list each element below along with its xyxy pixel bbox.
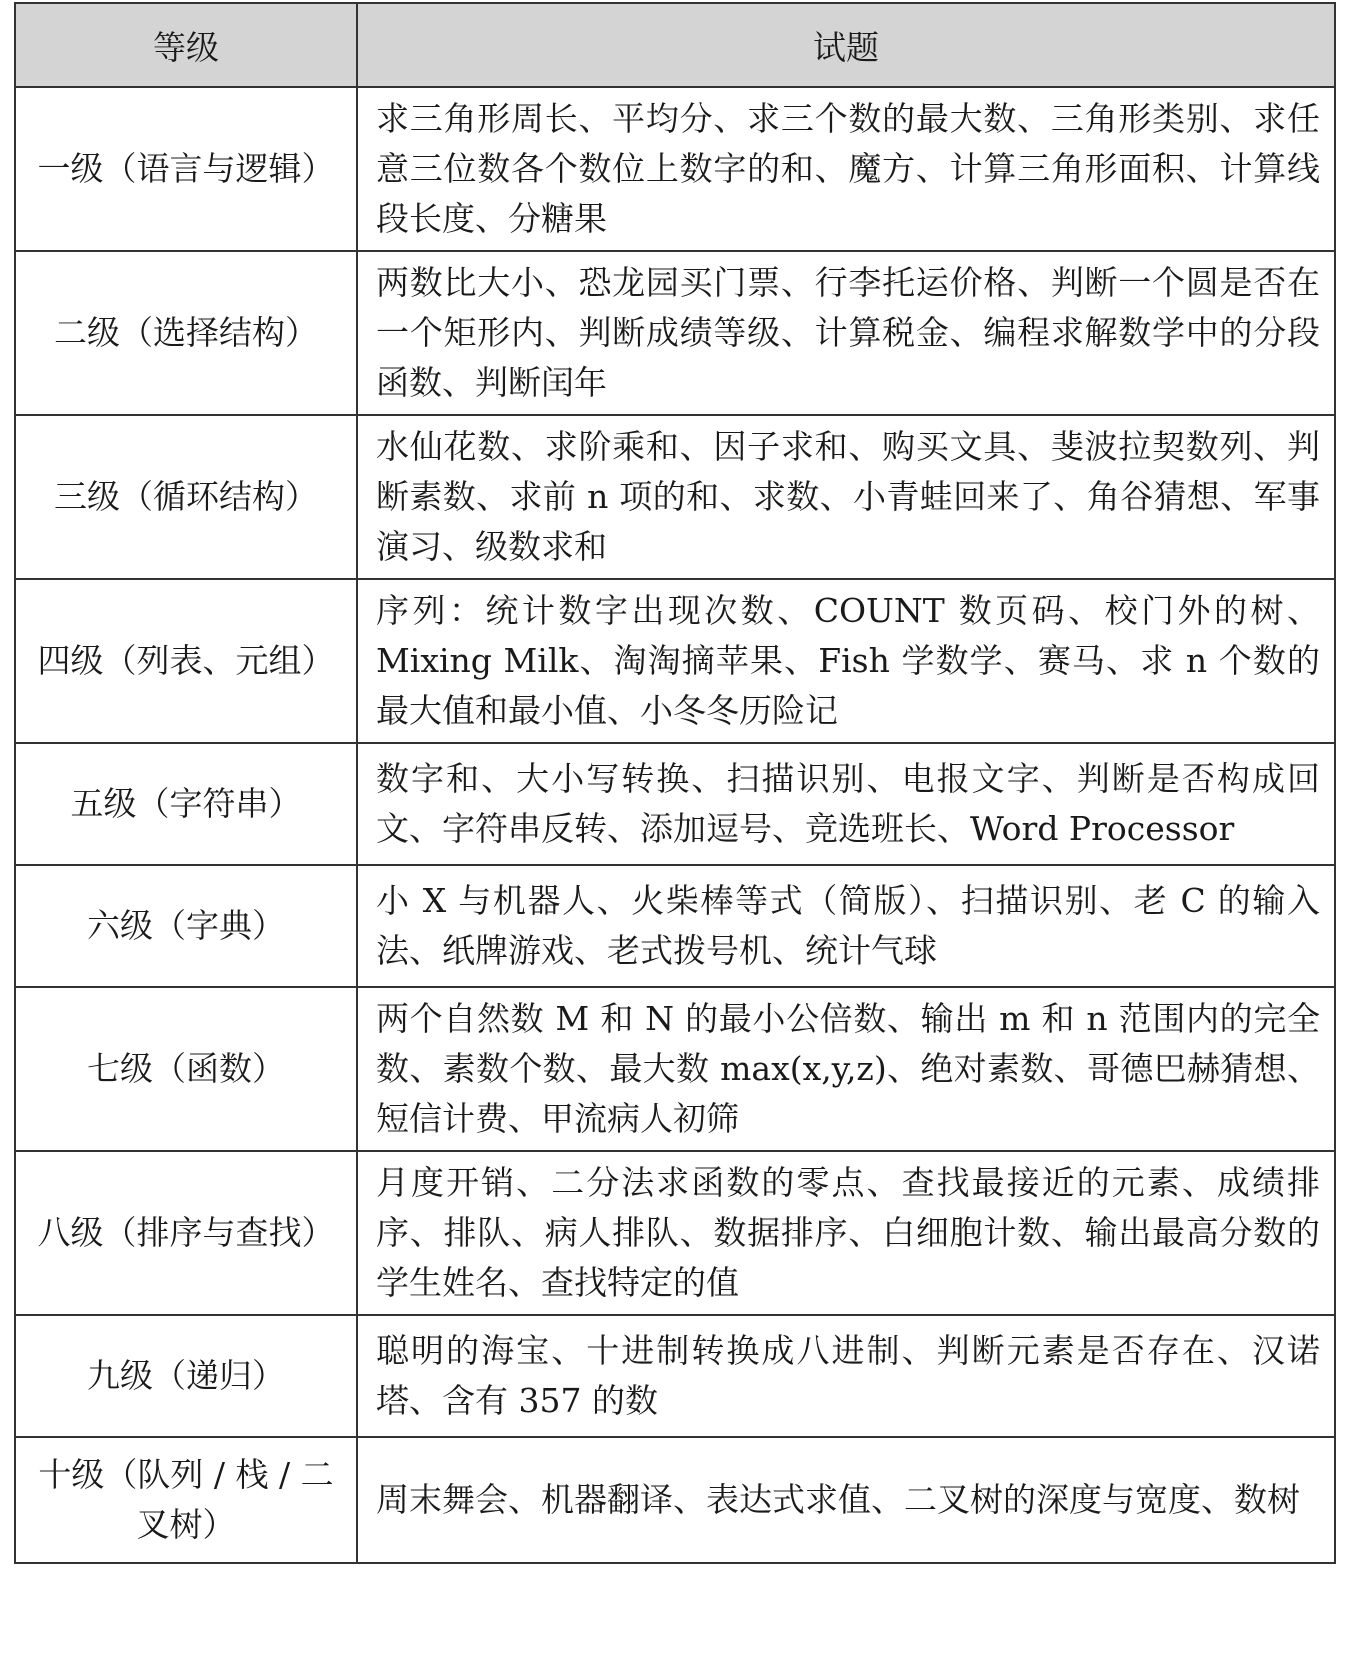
topics-cell: 两个自然数 M 和 N 的最小公倍数、输出 m 和 n 范围内的完全数、素数个数、最大数 max(x,y,z)、绝对素数、哥德巴赫猜想、短信计费、甲流病人初筛 <box>357 987 1335 1151</box>
topics-cell: 小 X 与机器人、火柴棒等式（简版）、扫描识别、老 C 的输入法、纸牌游戏、老式拨号机、统计气球 <box>357 865 1335 987</box>
header-level: 等级 <box>15 3 357 87</box>
level-cell: 一级（语言与逻辑） <box>15 87 357 251</box>
level-cell: 十级（队列 / 栈 / 二叉树） <box>15 1437 357 1563</box>
topics-cell: 水仙花数、求阶乘和、因子求和、购买文具、斐波拉契数列、判断素数、求前 n 项的和、求数、小青蛙回来了、角谷猜想、军事演习、级数求和 <box>357 415 1335 579</box>
table-row <box>15 865 1335 987</box>
topics-cell: 周末舞会、机器翻译、表达式求值、二叉树的深度与宽度、数树 <box>357 1437 1335 1563</box>
table-row <box>15 579 1335 743</box>
table-row <box>15 87 1335 251</box>
level-cell: 四级（列表、元组） <box>15 579 357 743</box>
topics-cell: 序列：统计数字出现次数、COUNT 数页码、校门外的树、Mixing Milk、淘淘摘苹果、Fish 学数学、赛马、求 n 个数的最大值和最小值、小冬冬历险记 <box>357 579 1335 743</box>
level-cell: 七级（函数） <box>15 987 357 1151</box>
header-row <box>15 3 1335 87</box>
level-cell: 八级（排序与查找） <box>15 1151 357 1315</box>
table-row <box>15 1151 1335 1315</box>
topics-cell: 数字和、大小写转换、扫描识别、电报文字、判断是否构成回文、字符串反转、添加逗号、竞选班长、Word Processor <box>357 743 1335 865</box>
table-row <box>15 1437 1335 1563</box>
table-row <box>15 987 1335 1151</box>
topics-cell: 两数比大小、恐龙园买门票、行李托运价格、判断一个圆是否在一个矩形内、判断成绩等级、计算税金、编程求解数学中的分段函数、判断闰年 <box>357 251 1335 415</box>
table-row <box>15 251 1335 415</box>
level-cell: 六级（字典） <box>15 865 357 987</box>
level-cell: 九级（递归） <box>15 1315 357 1437</box>
level-cell: 五级（字符串） <box>15 743 357 865</box>
table-row <box>15 415 1335 579</box>
topics-cell: 月度开销、二分法求函数的零点、查找最接近的元素、成绩排序、排队、病人排队、数据排序、白细胞计数、输出最高分数的学生姓名、查找特定的值 <box>357 1151 1335 1315</box>
header-topics: 试题 <box>357 3 1335 87</box>
level-cell: 三级（循环结构） <box>15 415 357 579</box>
table-row <box>15 743 1335 865</box>
level-cell: 二级（选择结构） <box>15 251 357 415</box>
topics-cell: 求三角形周长、平均分、求三个数的最大数、三角形类别、求任意三位数各个数位上数字的和、魔方、计算三角形面积、计算线段长度、分糖果 <box>357 87 1335 251</box>
table-row <box>15 1315 1335 1437</box>
grade-topics-table <box>14 2 1336 1564</box>
topics-cell: 聪明的海宝、十进制转换成八进制、判断元素是否存在、汉诺塔、含有 357 的数 <box>357 1315 1335 1437</box>
